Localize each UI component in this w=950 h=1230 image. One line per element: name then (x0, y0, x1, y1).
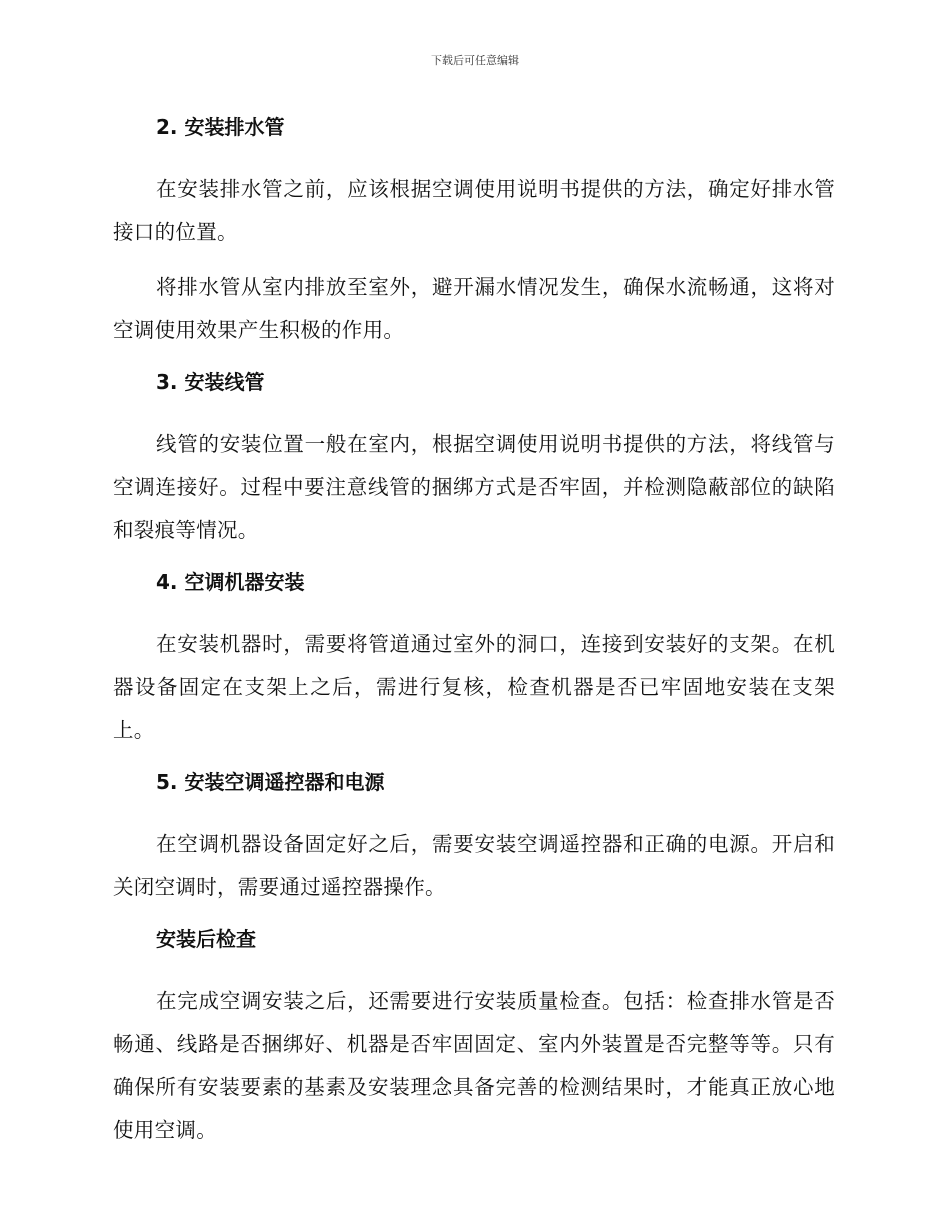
section-heading: 4. 空调机器安装 (156, 570, 305, 594)
paragraph: 在完成空调安装之后，还需要进行安装质量检查。包括：检查排水管是否畅通、线路是否捆绑好、机器是否牢固固定、室内外装置是否完整等等。只有确保所有安装要素的基素及安装理念具备完善的检测结果时，才能真正放心地使用空调。 (113, 989, 835, 1142)
paragraph: 在空调机器设备固定好之后，需要安装空调遥控器和正确的电源。开启和关闭空调时，需要通过遥控器操作。 (113, 832, 835, 899)
section-heading: 3. 安装线管 (156, 370, 265, 394)
section-wire-conduit (113, 364, 835, 552)
section-machine-install (113, 564, 835, 752)
paragraph: 将排水管从室内排放至室外，避开漏水情况发生，确保水流畅通，这将对空调使用效果产生积极的作用。 (113, 275, 835, 342)
section-drainage-pipe (113, 109, 835, 352)
section-heading: 2. 安装排水管 (156, 115, 285, 139)
section-remote-power (113, 764, 835, 909)
section-heading: 安装后检查 (156, 927, 256, 951)
page-header: 下载后可任意编辑 (431, 54, 519, 67)
paragraph: 线管的安装位置一般在室内，根据空调使用说明书提供的方法，将线管与空调连接好。过程中要注意线管的捆绑方式是否牢固，并检测隐蔽部位的缺陷和裂痕等情况。 (113, 432, 835, 542)
document-body (113, 109, 835, 1164)
section-post-install-check (113, 921, 835, 1152)
paragraph: 在安装排水管之前，应该根据空调使用说明书提供的方法，确定好排水管接口的位置。 (113, 177, 835, 244)
paragraph: 在安装机器时，需要将管道通过室外的洞口，连接到安装好的支架。在机器设备固定在支架上之后，需进行复核，检查机器是否已牢固地安装在支架上。 (113, 632, 835, 742)
section-heading: 5. 安装空调遥控器和电源 (156, 770, 385, 794)
